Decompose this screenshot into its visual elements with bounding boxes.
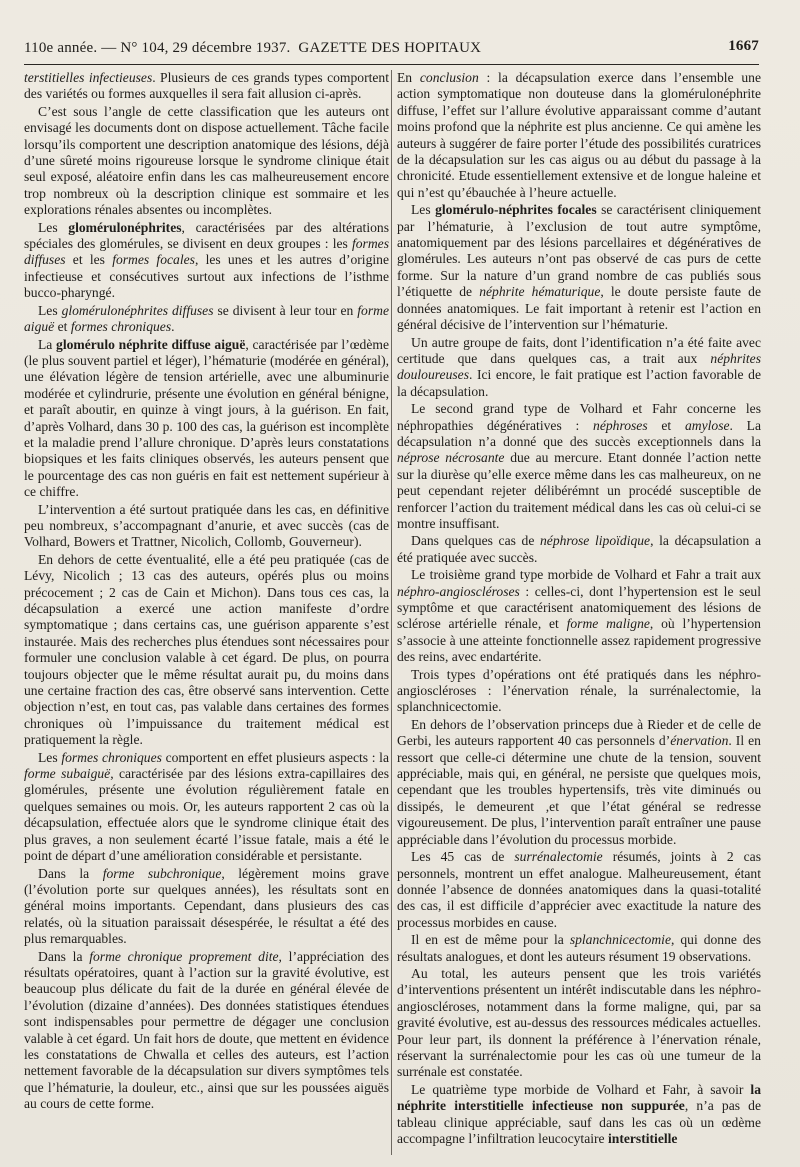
body-text: . [171, 319, 175, 335]
body-text: Dans la [38, 865, 103, 881]
body-text: , où l’hypertension s’associe à une atteinte fonctionnelle assez rapidement progressive des reins, avec endartérite. [397, 616, 761, 665]
right-paragraph [397, 849, 761, 931]
header-journal-title: GAZETTE DES HOPITAUX [298, 40, 482, 56]
body-text: L’intervention a été surtout pratiquée dans les cas, en définitive peu nombreux, s’accompagnant d’anurie, et avec succès (cas de Volhard, Bowers et Trattner, Nicolich, Collomb, Gouverneur). [24, 501, 389, 550]
body-text: , légèrement moins grave (l’évolution porte sur quelques années), les résultats sont en général moins importants. Cependant, dans plusieurs des cas relatés, où la situation paraissait désespérée, le résultat a été des plus remarquables. [24, 865, 389, 947]
body-text: , les unes et les autres d’origine infectieuse et consécutives surtout aux infections de l’isthme bucco-pharyngé. [24, 252, 389, 301]
bold-text: interstitielle [607, 1131, 678, 1146]
italic-text: splanchnicectomie [569, 932, 671, 948]
left-paragraph [24, 337, 389, 501]
italic-text: énervation [670, 733, 729, 749]
body-text: Le second grand type de Volhard et Fahr concerne les néphropathies dégénératives : [397, 401, 761, 433]
body-text: et les [65, 252, 113, 268]
right-paragraph [397, 667, 761, 716]
right-paragraph [397, 533, 761, 566]
italic-text: néprose nécrosante [397, 450, 505, 466]
body-text: , caractérisées par des altérations spéciales des glomérules, se divisent en deux groupes : les [24, 219, 389, 252]
body-text: se divisent à leur tour en [213, 302, 358, 318]
body-text: , la décapsulation a été pratiquée avec succès. [397, 533, 761, 565]
italic-text: forme maligne [566, 616, 650, 632]
body-text: résumés, joints à 2 cas personnels, montrent un effet analogue. Malheureusement, étant donnée l’absence de données anatomiques dans la quasi-totalité des cas, il est difficile d’apprécier avec exactitude la nature des processus morbides en cause. [397, 849, 761, 930]
body-text: se caractérisent cliniquement par l’hématurie, à l’exclusion de tout autre symptôme, anatomiquement par des lésions parcellaires et dégénératives de glomérules. Les auteurs n’ont pas observé de cas purs de cette forme. Sur la nature d’un grand nombre de cas publiés sous l’étiquette de [397, 202, 761, 300]
header-edition: 110e année. — N° 104, 29 décembre 1937. [24, 40, 291, 56]
left-paragraph [24, 70, 389, 103]
left-paragraph [24, 502, 389, 551]
bold-text: glomérulonéphrites [68, 219, 182, 235]
left-column [24, 70, 389, 1160]
left-paragraph [24, 220, 389, 302]
right-paragraph [397, 70, 761, 201]
bold-text: la néphrite interstitielle infectieuse non suppurée [397, 1081, 761, 1114]
italic-text: néphrite hématurique [479, 284, 601, 300]
bold-text: glomérulo-néphrites focales [435, 202, 597, 218]
body-text: et [647, 417, 685, 433]
italic-text: néphrose lipoïdique [540, 533, 651, 549]
header-edition-line [24, 40, 481, 57]
body-text: Le quatrième type morbide de Volhard et Fahr, à savoir [411, 1081, 751, 1097]
body-text: , l’appréciation des résultats opératoires, quant à l’action sur la gravité évolutive, est beaucoup plus délicate du fait de la durée en général élevée de l’évolution (dizaine d’années). Des données statistiques étendues sont indispensables pour permettre de dégager une conclusion valable à cet égard. Un fait hors de doute, que mettent en évidence les constatations de Chwalla et celles des auteurs, est l’action nettement favorable de la décapsulation sur divers symptômes tels que l’hématurie, la douleur, etc., ainsi que sur les poussées aiguës au cours de cette forme. [24, 948, 389, 1112]
left-paragraph [24, 104, 389, 219]
body-text: : la décapsulation exerce dans l’ensemble une action symptomatique non douteuse dans la glomérulonéphrite diffuse, l’effet sur l’allure évolutive apparaissant comme d’autant moins profond que la néphrite est plus ancienne. Ce qui amène les auteurs à suggérer de faire porter l’étude des possibilités curatrices de la décapsulation sur les cas aigus ou au début du passage à la chronicité. Etude essentiellement extensive et de longue haleine et qui n’est qu’ébauchée à l’heure actuelle. [397, 70, 761, 200]
body-text: En [397, 70, 420, 85]
body-text: Les [38, 749, 62, 765]
italic-text: surrénalectomie [514, 849, 603, 865]
italic-text: terstitielles infectieuses [24, 70, 153, 85]
left-paragraph [24, 949, 389, 1113]
italic-text: forme subchronique [102, 865, 222, 881]
italic-text: néphrites douloureuses [397, 350, 761, 383]
italic-text: formes chroniques [61, 749, 162, 765]
italic-text: conclusion [419, 70, 479, 85]
italic-text: formes focales [112, 252, 195, 268]
right-paragraph [397, 966, 761, 1081]
italic-text: néphro-angioscléroses [397, 583, 520, 599]
left-paragraph [24, 303, 389, 336]
body-text: C’est sous l’angle de cette classification que les auteurs ont envisagé les documents dont on dispose actuellement. Tâche facile lorsqu’ils comportent une description anatomique des lésions, déjà d’une sûreté moins rigoureuse lorsque le syndrome clinique était seul exposé, aléatoire enfin dans les cas malheureusement encore trop nombreux où la description clinique est sommaire et les explorations rénales absentes ou incomplètes. [24, 103, 389, 218]
body-text: Dans quelques cas de [411, 533, 540, 549]
italic-text: forme subaiguë [24, 766, 111, 782]
italic-text: forme chronique proprement dite [89, 948, 279, 964]
body-text: : celles-ci, dont l’hypertension est le seul symptôme et que caractérisent anatomiquement des lésions de sclérose artérielle rénale, et [397, 583, 761, 632]
body-text: Les [38, 219, 69, 235]
body-text: . Plusieurs de ces grands types comportent des variétés ou formes auxquelles il sera fait allusion ci-après. [24, 70, 389, 102]
running-header [24, 38, 759, 62]
body-text: Trois types d’opérations ont été pratiqués dans les néphro-angioscléroses : l’énervation rénale, la surrénalectomie, la splanchnicectomie. [397, 666, 761, 715]
right-paragraph [397, 401, 761, 532]
body-text: . La décapsulation n’a donné que des succès exceptionnels dans la [397, 417, 761, 449]
body-text: , qui donne des résultats analogues, et dont les auteurs résument 19 observations. [397, 932, 761, 964]
right-paragraph [397, 335, 761, 401]
body-text: Les [411, 202, 436, 218]
body-text: , le doute persiste faute de données anatomiques. Le fait important à retenir est l’action en général décisive de l’intervention sur l’hématurie. [397, 284, 761, 333]
body-text: , n’a pas de tableau clinique appréciable, sauf dans les cas où un œdème accompagne l’infiltration leucocytaire [397, 1098, 761, 1146]
body-text: , caractérisée par l’œdème (le plus souvent partiel et léger), l’hématurie (modérée en général), une élévation légère de tension artérielle, avec une albuminurie modérée et cylindrurie, présente une évolution en général bénigne, et paraît aboutir, en quinze à vingt jours, à la guérison. En fait, d’après Volhard, dans 30 p. 100 des cas, la guérison est incomplète et la maladie prend l’allure chronique. D’après leurs constatations biopsiques et les faits cliniques observés, les auteurs pensent que le pourcentage des cas non guéris en fait est nettement supérieur à ce chiffre. [24, 336, 389, 500]
body-text: , caractérisée par des lésions extra-capillaires des glomérules, présente une évolution régulièrement fatale en quelques semaines ou mois. Or, les auteurs rapportent 2 cas où la décapsulation, effectuée alors que le syndrome clinique était des plus graves, a non seulement écarté l’issue fatale, mais a été le point de départ d’une amélioration considérable et persistante. [24, 766, 389, 864]
body-text: Les [38, 302, 62, 318]
body-text: et [54, 319, 71, 335]
italic-text: glomérulonéphrites diffuses [61, 302, 214, 318]
body-text: comportent en effet plusieurs aspects : la [161, 749, 389, 765]
body-text: . Il en ressort que celle-ci détermine une chute de la tension, souvent appréciable, mais qui, en général, ne persiste que quelques mois, cependant que les troubles hypertensifs, très vite diminués ou dissipés, le demeurent ,et que l’état général se redresse vigoureusement. De plus, l’intervention paraît entraîner une pause appréciable dans l’évolution du processus morbide. [397, 733, 761, 847]
italic-text: formes chroniques [70, 319, 172, 335]
body-text: Dans la [38, 948, 90, 964]
left-paragraph [24, 750, 389, 865]
right-paragraph [397, 202, 761, 333]
right-paragraph [397, 717, 761, 848]
body-text: Le troisième grand type morbide de Volhard et Fahr a trait aux [411, 567, 761, 583]
body-text: La [38, 336, 57, 352]
body-text: Les 45 cas de [411, 849, 515, 865]
body-text: due au mercure. Etant donnée l’action nette sur la diurèse qu’elle exerce même dans les cas malheureux, on ne peut cependant rejeter délibérémnt un procédé susceptible de renforcer l’action du traitement médical dans les cas où celui-ci se montre insuffisant. [397, 450, 761, 531]
column-divider [391, 70, 392, 1155]
header-rule [24, 64, 759, 65]
italic-text: amylose [684, 417, 730, 433]
body-text: . Ici encore, le fait pratique est l’action favorable de la décapsulation. [397, 367, 761, 399]
left-paragraph [24, 552, 389, 749]
body-text: En dehors de cette éventualité, elle a été peu pratiquée (cas de Lévy, Nicolich ; 13 cas des auteurs, opérés plus ou moins précocement ; 2 cas de Cain et Michon). Dans tous ces cas, la décapsulation a exercé une action manifeste d’ordre symptomatique ; dans certains cas, une guérison apparente s’est instaurée. Mais des recherches plus étendues sont nécessaires pour formuler une conclusion valable à cet égard. De plus, on pourra toujours objecter que le même résultat aurait pu, du moins dans une certaine fraction des cas, être observé sans intervention. Cette objection n’est, en tout cas, pas valable dans certaines des formes chroniques où l’impuissance du traitement médical est pratiquement la règle. [24, 551, 389, 748]
body-text: Il en est de même pour la [411, 932, 570, 948]
right-paragraph [397, 1082, 761, 1148]
italic-text: forme aiguë [24, 302, 389, 335]
body-text: Au total, les auteurs pensent que les trois variétés d’interventions présentent un intérêt indiscutable dans les néphro-angioscléroses, notamment dans la forme maligne, qui, par sa gravité évolutive, est au-dessus des ressources médicales actuelles. Pour leur part, ils donnent la préférence à l’énervation rénale, réservant la surrénalectomie pour les cas où une tumeur de la surrénale est constatée. [397, 965, 761, 1080]
body-text: Un autre groupe de faits, dont l’identification n’a été faite avec certitude que dans quelques cas, a trait aux [397, 334, 761, 366]
bold-text: glomérulo néphrite diffuse aiguë [56, 336, 246, 352]
italic-text: formes diffuses [24, 236, 389, 268]
page-number: 1667 [728, 38, 759, 54]
left-paragraph [24, 866, 389, 948]
italic-text: néphroses [593, 417, 648, 433]
right-column [397, 70, 761, 1160]
body-text: En dehors de l’observation princeps due à Rieder et de celle de Gerbi, les auteurs rapportent 40 cas personnels d’ [397, 716, 761, 749]
right-paragraph [397, 567, 761, 665]
right-paragraph [397, 932, 761, 965]
